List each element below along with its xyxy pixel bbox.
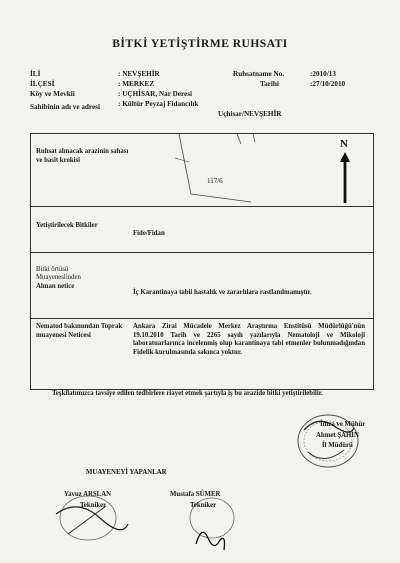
ilce-value: : MERKEZ [118,80,155,88]
plants-label: Yetiştirilecek Bitkiler [36,222,98,229]
inspection-label-1: Bitki örtüsü [36,266,69,273]
koy-value: : UÇHİSAR, Nar Deresi [118,90,192,98]
inspection-result: İç Karantinaya tabii hastalık ve zararlılara rastlanılmamıştır. [133,289,312,296]
left-inspector-name: Yavuz ARSLAN [64,491,112,498]
ilce-label: İLÇESİ [30,80,55,88]
north-arrow-icon [337,152,353,204]
director-title: İl Müdürü [322,442,353,449]
sketch-label: Ruhsat alınacak arazinin sahası ve basit krokisi [36,148,129,164]
signature-stamp-label: İmza ve Mühür [320,421,366,428]
il-value: : NEVŞEHİR [118,70,160,78]
date-label: Tarihi [260,80,279,88]
parcel-number: 117/6 [207,177,223,185]
document-title: BİTKİ YETİŞTİRME RUHSATI [112,38,288,50]
license-no-value: :2010/13 [310,70,336,78]
inspection-label-3: Alınan netice [36,283,75,290]
plants-value: Fide/Fidan [133,230,165,237]
north-label: N [340,138,348,150]
il-label: İLİ [30,70,41,78]
inspection-row [31,252,373,319]
left-inspector-title: Tekniker [80,502,107,509]
official-stamp [290,410,366,472]
director-name: Ahmet ŞAHİN [316,432,359,439]
right-inspector-name: Mustafa SÜMER [170,491,221,498]
conditions-note: Teşkilatımızca tavsiye edilen tedbirlere riayet etmek şartıyla iş bu arazide bitki yetiştirilebilir. [52,390,323,397]
nematode-result: Ankara Zirai Mücadele Merkez Araştırma Enstitüsü Müdürlüğü'nün 19.10.2010 Tarih ve 2265 sayılı yazılarıyla Nematoloji ve Mikoloji laboratuarlarınca incelenmiş olup karantinaya tabi etmenler bulunmadığından Fidelik kurulmasında sakınca yoktur. [133,323,365,356]
right-inspector-title: Tekniker [190,502,217,509]
nematode-label: Nematod bakımından Toprak muayenesi Neticesi [36,323,123,339]
license-no-label: Ruhsatname No. [233,70,285,78]
owner-label: Sahibinin adı ve adresi [30,103,100,111]
koy-label: Köy ve Mevkii [30,90,75,98]
nematode-row [31,318,373,390]
plants-row [31,206,373,253]
inspectors-heading: MUAYENEYİ YAPANLAR [86,469,167,476]
owner-address: Uçhisar/NEVŞEHİR [218,110,282,118]
owner-value: : Kültür Peyzaj Fidancılık [118,100,199,108]
license-table [30,133,374,390]
inspection-label-2: Muayeneslinden [36,274,81,281]
date-value: :27/10/2010 [310,80,346,88]
